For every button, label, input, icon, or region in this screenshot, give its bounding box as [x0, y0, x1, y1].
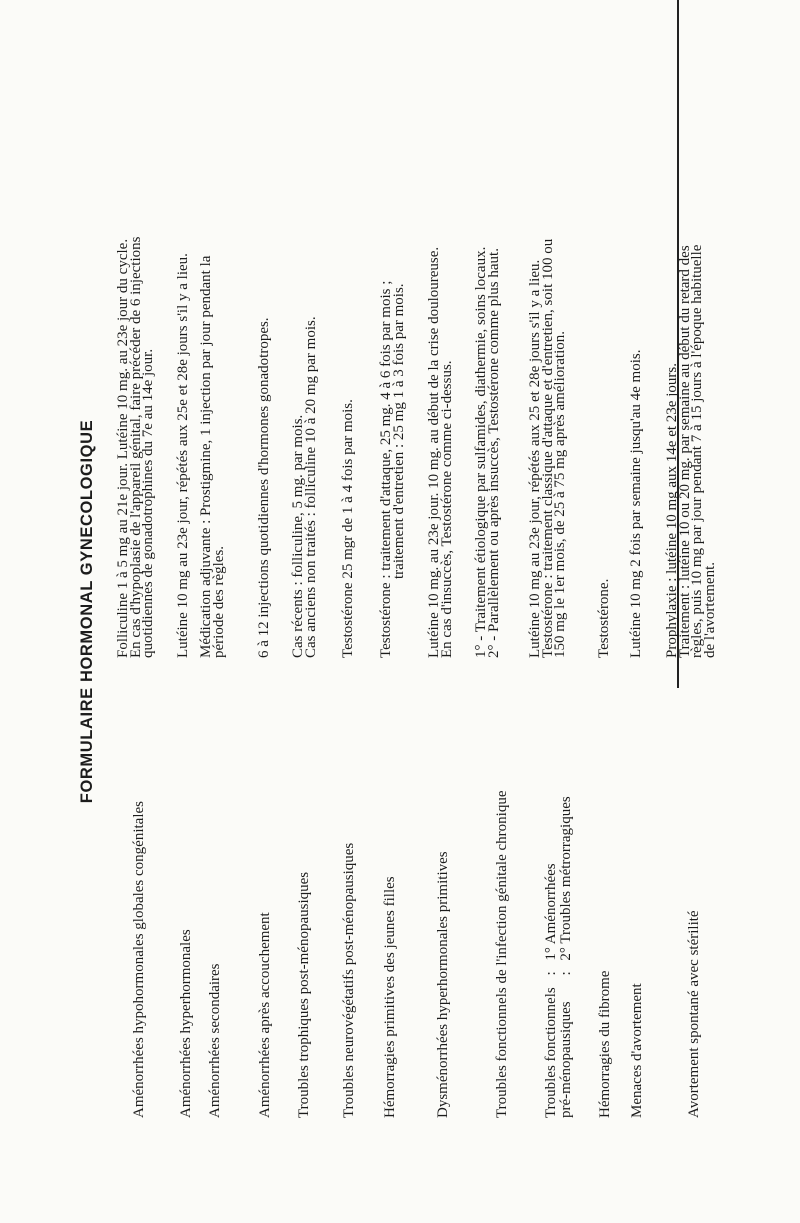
condition-label-group [544, 987, 574, 1118]
treatment-line: règles, puis 10 mg par jour pendant 7 à 15 jours à l'époque habituelle [689, 244, 705, 658]
condition-label: Aménorrhées hyperhormonales [178, 929, 194, 1118]
treatment-line: Prophylaxie : lutéine 10 mg aux 14e et 23e jours. [664, 363, 680, 658]
treatment-text [630, 8, 643, 658]
treatment-text [292, 8, 317, 658]
treatment-line: Lutéine 10 mg au 23e jour, répétés aux 25 et 28e jours s'il y a lieu. [527, 259, 543, 658]
treatment-line: 1° - Traitement étiologique par sulfamides, diathermie, soins locaux. [473, 246, 489, 658]
treatment-text [117, 8, 155, 658]
treatment-line: quotidiennes de gonadotrophines du 7e au 14e jour. [140, 348, 156, 658]
document-title: FORMULAIRE HORMONAL GYNECOLOGIQUE [78, 419, 96, 804]
treatment-line: Testostérone. [596, 578, 612, 658]
condition-label: Troubles fonctionnels de l'infection génitale chronique [494, 790, 510, 1118]
treatment-text [529, 8, 567, 658]
treatment-line: 6 à 12 injections quotidiennes d'hormones gonadotropes. [256, 317, 272, 658]
treatment-line: Traitement : lutéine 10 ou 20 mg. par semaine au début du retard des [676, 245, 693, 658]
treatment-text [666, 8, 716, 658]
condition-sublabel-group [544, 796, 574, 960]
condition-label: Aménorrhées hypohormonales globales congénitales [131, 801, 147, 1118]
treatment-text [380, 8, 405, 658]
treatment-line: Cas récents : folliculine, 5 mg. par mois. [290, 414, 306, 658]
condition-label [544, 688, 574, 1118]
treatment-line: Folliculine 1 à 5 mg au 21e jour. Lutéine 10 mg. au 23e jour du cycle. [115, 238, 131, 658]
treatment-line: 150 mg le 1er mois, de 25 à 75 mg après amélioration. [552, 330, 568, 658]
condition-label-line: pré-ménopausiques [558, 1001, 574, 1118]
condition-label: Hémorragies du fibrome [597, 970, 613, 1118]
treatment-text [428, 8, 453, 658]
condition-label: Dysménorrhées hyperhormonales primitives [435, 851, 451, 1118]
condition-label: Troubles trophiques post-ménopausiques [296, 871, 312, 1118]
treatment-line: de l'avortement. [701, 562, 718, 658]
treatment-line: période des règles. [210, 545, 227, 658]
treatment-text [177, 8, 190, 658]
treatment-text [475, 8, 500, 658]
colon-separator: : : [543, 971, 574, 976]
treatment-line: Lutéine 10 mg au 23e jour, répétés aux 25e et 28e jours s'il y a lieu. [175, 253, 191, 658]
treatment-text [342, 8, 355, 658]
treatment-line: Testostérone : traitement d'attaque, 25 mg. 4 à 6 fois par mois ; [378, 280, 394, 658]
treatment-line: Médication adjuvante : Prostigmine, 1 injection par jour pendant la [198, 255, 214, 658]
condition-label: Aménorrhées après accouchement [257, 912, 273, 1118]
treatment-line: traitement d'entretien : 25 mg 1 à 3 fois par mois. [390, 283, 407, 579]
treatment-line: En cas d'insuccès, Testostérone comme ci-dessus. [438, 360, 455, 658]
condition-label: Avortement spontané avec stérilité [686, 910, 702, 1118]
treatment-text [258, 8, 271, 658]
condition-sublabel-line: 1° Aménorrhées [543, 863, 559, 961]
treatment-text [200, 8, 225, 658]
condition-label: Menaces d'avortement [629, 983, 645, 1118]
condition-label: Hémorragies primitives des jeunes filles [382, 876, 398, 1118]
treatment-line: Cas anciens non traités : folliculine 10 à 20 mg par mois. [302, 316, 319, 658]
condition-sublabel-line: 2° Troubles métrorragiques [558, 796, 574, 961]
condition-label-line: Troubles fonctionnels [543, 987, 559, 1118]
treatment-line: 2° - Parallèlement ou après insuccès, Testostérone comme plus haut. [485, 248, 502, 658]
treatment-line: En cas d'hypoplasie de l'appareil génital, faire précéder de 6 injections [127, 236, 144, 658]
treatment-line: Testostérone : traitement classique d'attaque et d'entretien, soit 100 ou [539, 238, 556, 658]
condition-label: Troubles neurovégétatifs post-ménopausiques [341, 842, 357, 1118]
treatment-line: Lutéine 10 mg. au 23e jour. 10 mg. au début de la crise douloureuse. [426, 246, 442, 658]
treatment-line: Testostérone 25 mgr de 1 à 4 fois par mois. [340, 399, 356, 658]
treatment-text [598, 8, 611, 658]
treatment-line: Lutéine 10 mg 2 fois par semaine jusqu'au 4e mois. [628, 349, 644, 658]
condition-label: Aménorrhées secondaires [207, 963, 223, 1118]
